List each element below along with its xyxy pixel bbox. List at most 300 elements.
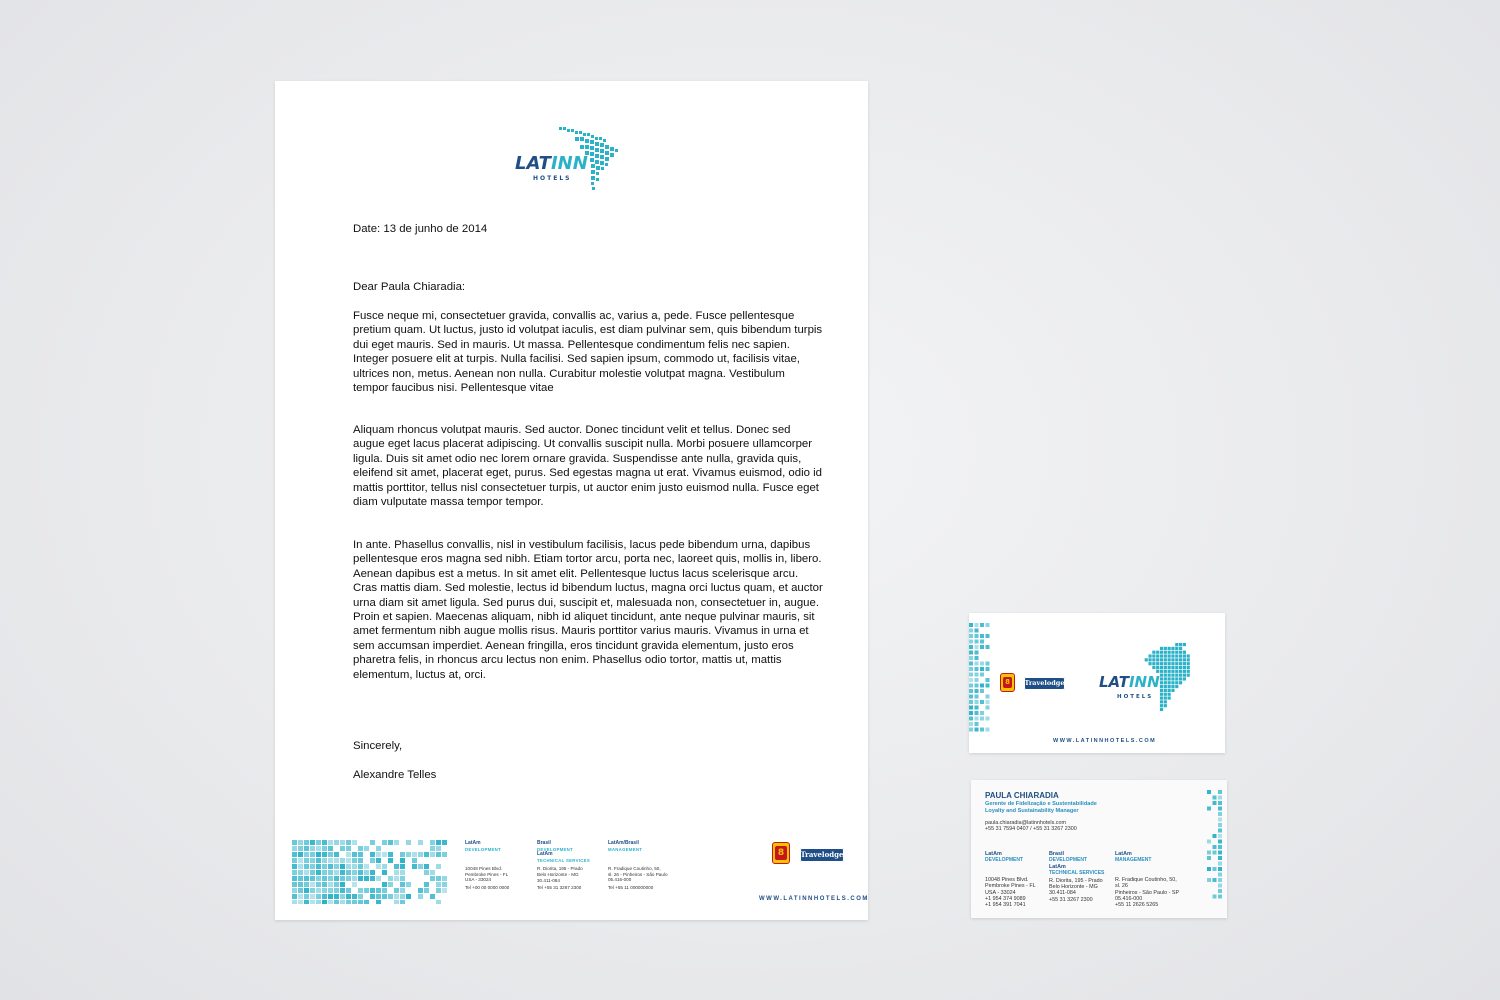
map-pixel bbox=[1179, 670, 1182, 673]
pixel-square bbox=[1207, 807, 1211, 811]
map-pixel bbox=[1171, 689, 1174, 692]
map-pixel bbox=[1179, 666, 1182, 669]
map-pixel bbox=[1160, 666, 1163, 669]
pixel-square bbox=[376, 852, 381, 857]
map-pixel bbox=[1160, 677, 1163, 680]
map-pixel bbox=[1164, 647, 1167, 650]
pixel-square bbox=[334, 864, 339, 869]
travelodge-logo: Travelodge bbox=[1024, 677, 1065, 690]
latinn-logo bbox=[515, 125, 625, 195]
map-pixel bbox=[1168, 666, 1171, 669]
pixel-square bbox=[322, 900, 327, 904]
pixel-square bbox=[418, 888, 423, 893]
pixel-square bbox=[310, 846, 315, 851]
pixel-square bbox=[328, 900, 333, 904]
pixel-square bbox=[975, 673, 979, 677]
pixel-square bbox=[1218, 796, 1222, 800]
pixel-square bbox=[1218, 856, 1222, 860]
travelodge-logo: Travelodge bbox=[800, 848, 844, 862]
pixel-square bbox=[328, 840, 333, 845]
pixel-square bbox=[975, 689, 979, 693]
pixel-square bbox=[370, 858, 375, 863]
pixel-square bbox=[376, 888, 381, 893]
map-pixel bbox=[1183, 666, 1186, 669]
pixel-square bbox=[436, 876, 441, 881]
pixel-square bbox=[1218, 873, 1222, 877]
pixel-square bbox=[340, 888, 345, 893]
brand-subtitle: HOTELS bbox=[533, 175, 572, 182]
letter-signer: Alexandre Telles bbox=[353, 769, 437, 781]
map-pixel bbox=[1156, 651, 1159, 654]
map-pixel bbox=[1179, 674, 1182, 677]
super8-logo: 8 bbox=[1000, 673, 1015, 692]
pixel-square bbox=[412, 852, 417, 857]
pixel-square bbox=[358, 894, 363, 899]
pixel-square bbox=[292, 864, 297, 869]
map-pixel bbox=[1171, 662, 1174, 665]
letter-paragraph-3: In ante. Phasellus convallis, nisl in vestibulum facilisis, lacus pede bibendum urna, dapibus pellentesque eros magna sed nibh. Etiam tortor arcu, porta nec, laoreet quis, mollis in, libero. Aenean dapibus est a metus. In sit amet elit. Pellentesque luctus lacus scelerisque arcu. Cras mattis diam. Sed molestie, lectus id bibendum luctus, magna orci luctus quam, et auctor urna diam sit amet ligula. Sed purus dui, suscipit et, malesuada non, consectetuer in, augue. Proin et sapien. Maecenas aliquam, nibh id aliquet tincidunt, ante neque pulvinar mauris, sit amet fermentum nibh augue mollis risus. Mauris porttitor varius mauris. Vivamus in urna et sem accumsan imperdiet. Aenean fringilla, eros tincidunt gravida elementum, justo eros pharetra felis, in rhoncus arcu lectus non enim. Phasellus odio tortor, mattis ut, mattis elementum, luctus at, orci. bbox=[353, 539, 823, 681]
pixel-square bbox=[400, 888, 405, 893]
pixel-square bbox=[969, 695, 973, 699]
pixel-square bbox=[969, 700, 973, 704]
map-pixel bbox=[1160, 708, 1163, 711]
pixel-square bbox=[334, 900, 339, 904]
pixel-square bbox=[322, 876, 327, 881]
pixel-square bbox=[980, 711, 984, 715]
pixel-square bbox=[436, 852, 441, 857]
business-card-front bbox=[969, 613, 1225, 753]
map-pixel bbox=[1187, 658, 1190, 661]
pixel-square bbox=[352, 894, 357, 899]
pixel-square bbox=[292, 840, 297, 845]
letter-date: Date: 13 de junho de 2014 bbox=[353, 223, 488, 235]
pixel-square bbox=[430, 894, 435, 899]
pixel-square bbox=[316, 894, 321, 899]
map-pixel bbox=[1183, 643, 1186, 646]
map-pixel bbox=[1168, 689, 1171, 692]
pixel-square bbox=[1213, 801, 1217, 805]
map-pixel bbox=[1175, 662, 1178, 665]
pixel-square bbox=[370, 888, 375, 893]
map-pixel bbox=[1168, 685, 1171, 688]
pixel-square bbox=[304, 852, 309, 857]
pixel-square bbox=[322, 864, 327, 869]
pixel-square bbox=[298, 846, 303, 851]
pixel-square bbox=[980, 662, 984, 666]
map-pixel bbox=[1160, 704, 1163, 707]
map-pixel bbox=[1168, 674, 1171, 677]
pixel-square bbox=[986, 667, 990, 671]
pixel-square bbox=[969, 640, 973, 644]
map-pixel bbox=[1175, 658, 1178, 661]
pixel-square bbox=[316, 900, 321, 904]
pixel-square bbox=[316, 858, 321, 863]
pixel-square bbox=[1218, 862, 1222, 866]
pixel-square bbox=[322, 882, 327, 887]
letter-closing: Sincerely, bbox=[353, 740, 403, 752]
map-pixel bbox=[1175, 651, 1178, 654]
brand-wordmark: LATINN bbox=[1099, 673, 1160, 691]
pixel-square bbox=[969, 728, 973, 732]
pixel-square bbox=[424, 864, 429, 869]
map-pixel bbox=[1164, 677, 1167, 680]
map-pixel bbox=[1183, 658, 1186, 661]
pixel-square bbox=[376, 876, 381, 881]
map-pixel bbox=[1179, 662, 1182, 665]
pixel-square bbox=[394, 888, 399, 893]
pixel-square bbox=[436, 864, 441, 869]
pixel-square bbox=[322, 852, 327, 857]
pixel-square bbox=[370, 894, 375, 899]
map-pixel bbox=[1156, 654, 1159, 657]
pixel-square bbox=[328, 864, 333, 869]
pixel-square bbox=[969, 651, 973, 655]
pixel-square bbox=[352, 870, 357, 875]
pixel-square bbox=[292, 900, 297, 904]
pixel-square bbox=[1218, 895, 1222, 899]
pixel-square bbox=[304, 870, 309, 875]
map-pixel bbox=[1171, 647, 1174, 650]
pixel-square bbox=[394, 876, 399, 881]
map-pixel bbox=[1175, 666, 1178, 669]
pixel-square bbox=[1213, 867, 1217, 871]
map-pixel bbox=[1152, 654, 1155, 657]
pixel-square bbox=[346, 900, 351, 904]
map-pixel bbox=[1164, 696, 1167, 699]
pixel-square bbox=[340, 846, 345, 851]
footer-office-management: LatAm/Brasil MANAGEMENT R. Fradique Coutinho, 50, sl. 26 - Pinheiros - São Paulo 05.416-000 Tel +55 11 000000000 bbox=[608, 840, 668, 890]
pixel-square bbox=[980, 673, 984, 677]
pixel-square bbox=[1213, 834, 1217, 838]
pixel-square bbox=[370, 852, 375, 857]
pixel-square bbox=[424, 882, 429, 887]
pixel-square bbox=[1213, 895, 1217, 899]
pixel-square bbox=[340, 840, 345, 845]
map-pixel bbox=[1160, 696, 1163, 699]
pixel-square bbox=[394, 840, 399, 845]
pixel-square bbox=[316, 852, 321, 857]
map-pixel bbox=[1179, 651, 1182, 654]
pixel-square bbox=[1207, 856, 1211, 860]
map-pixel bbox=[1168, 662, 1171, 665]
map-pixel bbox=[1175, 670, 1178, 673]
pixel-square bbox=[352, 864, 357, 869]
pixel-square bbox=[298, 888, 303, 893]
pixel-square bbox=[328, 858, 333, 863]
pixel-square bbox=[376, 858, 381, 863]
pixel-square bbox=[1218, 889, 1222, 893]
pixel-square bbox=[430, 846, 435, 851]
pixel-square bbox=[1218, 790, 1222, 794]
pixel-square bbox=[406, 840, 411, 845]
pixel-square bbox=[358, 852, 363, 857]
pixel-square bbox=[310, 852, 315, 857]
card-office-brasil: Brasil DEVELOPMENT LatAm TECHNICAL SERVICES R. Diorita, 195 - Prado Belo Horizonte - MG 30.411-084 +55 31 3267 2300 bbox=[1049, 851, 1105, 903]
footer-office-latam: LatAm DEVELOPMENT 10048 Pines Blvd. Pembroke Pines - FL USA - 33024 Tel +00 00 0000 0000 bbox=[465, 840, 510, 890]
map-pixel bbox=[1175, 685, 1178, 688]
map-pixel bbox=[1171, 674, 1174, 677]
map-pixel bbox=[1164, 651, 1167, 654]
footer-office-brasil: Brasil DEVELOPMENT LatAm TECHNICAL SERVICES R. Diorita, 195 - Prado Belo Horizonte - MG 30.411-084 Tel +55 31 3267 2300 bbox=[537, 840, 590, 891]
pixel-square bbox=[298, 900, 303, 904]
pixel-square bbox=[358, 864, 363, 869]
map-pixel bbox=[1168, 654, 1171, 657]
pixel-square bbox=[975, 717, 979, 721]
pixel-square bbox=[340, 894, 345, 899]
map-pixel bbox=[1171, 651, 1174, 654]
pixel-square bbox=[969, 717, 973, 721]
pixel-square bbox=[322, 870, 327, 875]
pixel-square bbox=[980, 689, 984, 693]
pixel-square bbox=[334, 840, 339, 845]
pixel-square bbox=[352, 840, 357, 845]
pixel-square bbox=[328, 846, 333, 851]
card-person-title: Gerente de Fidelização e Sustentabilidade Loyalty and Sustainability Manager bbox=[985, 801, 1097, 814]
pixel-square bbox=[394, 894, 399, 899]
letter-paragraph-2: Aliquam rhoncus volutpat mauris. Sed auctor. Donec tincidunt velit et tellus. Donec sed augue eget lacus placerat adipiscing. Ut convallis suscipit nulla. Morbi posuere ullamcorper ligula. Duis sit amet odio nec lorem ornare gravida. Suspendisse ante nulla, gravida quis, eleifend sit amet, placerat eget, purus. Sed egestas magna ut erat. Vivamus euismod, odio id mattis porttitor, tellus nisl consectetuer turpis, ut auctor enim justo euismod nulla. Fusce eget diam vulputate massa tempor tempor. bbox=[353, 424, 822, 509]
map-pixel bbox=[1175, 677, 1178, 680]
map-pixel bbox=[1171, 685, 1174, 688]
pixel-square bbox=[340, 864, 345, 869]
pixel-square bbox=[436, 846, 441, 851]
map-pixel bbox=[1164, 685, 1167, 688]
pixel-square bbox=[430, 852, 435, 857]
map-pixel bbox=[1168, 658, 1171, 661]
pixel-square bbox=[1207, 867, 1211, 871]
pixel-square bbox=[340, 858, 345, 863]
pixel-square bbox=[376, 894, 381, 899]
pixel-square bbox=[980, 700, 984, 704]
pixel-square bbox=[310, 858, 315, 863]
pixel-square bbox=[975, 722, 979, 726]
pixel-square bbox=[316, 840, 321, 845]
pixel-square bbox=[352, 900, 357, 904]
map-pixel bbox=[1175, 643, 1178, 646]
map-pixel bbox=[1171, 677, 1174, 680]
map-pixel bbox=[1171, 681, 1174, 684]
map-pixel bbox=[1164, 681, 1167, 684]
pixel-square bbox=[364, 846, 369, 851]
pixel-square bbox=[376, 846, 381, 851]
pixel-square bbox=[975, 700, 979, 704]
map-pixel bbox=[1168, 696, 1171, 699]
pixel-square bbox=[442, 840, 447, 845]
map-pixel bbox=[1183, 651, 1186, 654]
pixel-square bbox=[334, 882, 339, 887]
pixel-square bbox=[969, 711, 973, 715]
pixel-square bbox=[298, 882, 303, 887]
pixel-square bbox=[334, 852, 339, 857]
map-pixel bbox=[1168, 670, 1171, 673]
pixel-square bbox=[310, 864, 315, 869]
map-pixel bbox=[1187, 654, 1190, 657]
pixel-square bbox=[310, 888, 315, 893]
letter-paragraph-1: Fusce neque mi, consectetuer gravida, convallis ac, varius a, pede. Fusce pellentesque pretium quam. Ut luctus, justo id volutpat iaculis, est diam pulvinar sem, quis bibendum turpis dui eget mauris. Sed in mauris. Ut massa. Pellentesque condimentum felis nec sapien. Integer posuere elit at turpis. Nulla facilisi. Sed sapien ipsum, commodo ut, facilisis vitae, ultrices non, metus. Aenean non nulla. Curabitur molestie volutpat magna. Vestibulum tempor faucibus nisi. Pellentesque vitae bbox=[353, 310, 823, 395]
pixel-square bbox=[424, 888, 429, 893]
pixel-square bbox=[986, 684, 990, 688]
pixel-square bbox=[1218, 829, 1222, 833]
map-pixel bbox=[1187, 662, 1190, 665]
pixel-square bbox=[388, 894, 393, 899]
pixel-square bbox=[980, 623, 984, 627]
map-pixel bbox=[1156, 662, 1159, 665]
map-pixel bbox=[1160, 654, 1163, 657]
map-pixel bbox=[1164, 654, 1167, 657]
pixel-square bbox=[346, 870, 351, 875]
pixel-square bbox=[418, 864, 423, 869]
footer-website: WWW.LATINNHOTELS.COM bbox=[759, 896, 869, 902]
pixel-square bbox=[969, 667, 973, 671]
pixel-square bbox=[1213, 851, 1217, 855]
map-pixel bbox=[1187, 674, 1190, 677]
pixel-square bbox=[1218, 878, 1222, 882]
map-pixel bbox=[1148, 658, 1151, 661]
pixel-square bbox=[316, 876, 321, 881]
pixel-square bbox=[358, 876, 363, 881]
pixel-square bbox=[969, 656, 973, 660]
pixel-square bbox=[980, 717, 984, 721]
pixel-square bbox=[376, 864, 381, 869]
pixel-square bbox=[382, 882, 387, 887]
pixel-square bbox=[340, 876, 345, 881]
pixel-square bbox=[412, 864, 417, 869]
pixel-square bbox=[394, 900, 399, 904]
pixel-square bbox=[352, 876, 357, 881]
map-pixel bbox=[1160, 693, 1163, 696]
pixel-square bbox=[969, 629, 973, 633]
pixel-square bbox=[975, 728, 979, 732]
pixel-square bbox=[969, 673, 973, 677]
pixel-square bbox=[442, 852, 447, 857]
pixel-square bbox=[975, 656, 979, 660]
pixel-square bbox=[304, 858, 309, 863]
map-pixel bbox=[1179, 658, 1182, 661]
pixel-square bbox=[298, 858, 303, 863]
map-pixel bbox=[1160, 647, 1163, 650]
map-pixel bbox=[1179, 654, 1182, 657]
map-pixel bbox=[1152, 662, 1155, 665]
pixel-square bbox=[1218, 851, 1222, 855]
pixel-square bbox=[430, 870, 435, 875]
map-pixel bbox=[1160, 674, 1163, 677]
map-pixel bbox=[1152, 666, 1155, 669]
pixel-square bbox=[424, 870, 429, 875]
pixel-square bbox=[298, 864, 303, 869]
pixel-square bbox=[364, 900, 369, 904]
pixel-square bbox=[388, 882, 393, 887]
map-pixel bbox=[1152, 658, 1155, 661]
pixel-square bbox=[310, 894, 315, 899]
pixel-square bbox=[412, 858, 417, 863]
pixel-square bbox=[1218, 807, 1222, 811]
pixel-square bbox=[382, 852, 387, 857]
pixel-square bbox=[975, 651, 979, 655]
pixel-square bbox=[986, 623, 990, 627]
pixel-square bbox=[304, 894, 309, 899]
pixel-square bbox=[310, 900, 315, 904]
pixel-square bbox=[986, 634, 990, 638]
pixel-square bbox=[346, 858, 351, 863]
map-pixel bbox=[1164, 704, 1167, 707]
pixel-square bbox=[980, 640, 984, 644]
pixel-square bbox=[382, 888, 387, 893]
pixel-square bbox=[400, 870, 405, 875]
pixel-square bbox=[292, 876, 297, 881]
pixel-square bbox=[304, 846, 309, 851]
pixel-square bbox=[382, 840, 387, 845]
pixel-square bbox=[376, 900, 381, 904]
pixel-square bbox=[1218, 845, 1222, 849]
pixel-square bbox=[436, 888, 441, 893]
pixel-square bbox=[382, 894, 387, 899]
brand-wordmark: LATINN bbox=[515, 153, 588, 174]
map-pixel bbox=[1152, 651, 1155, 654]
card-pixel-pattern bbox=[1207, 790, 1225, 910]
pixel-square bbox=[304, 864, 309, 869]
pixel-square bbox=[322, 858, 327, 863]
pixel-square bbox=[975, 711, 979, 715]
pixel-square bbox=[322, 888, 327, 893]
map-pixel bbox=[1179, 677, 1182, 680]
pixel-square bbox=[298, 840, 303, 845]
pixel-square bbox=[975, 662, 979, 666]
pixel-square bbox=[1218, 823, 1222, 827]
pixel-square bbox=[1218, 834, 1222, 838]
map-pixel bbox=[1168, 681, 1171, 684]
pixel-square bbox=[975, 629, 979, 633]
pixel-square bbox=[328, 882, 333, 887]
map-pixel bbox=[1183, 670, 1186, 673]
pixel-square bbox=[442, 876, 447, 881]
map-pixel bbox=[1187, 666, 1190, 669]
pixel-square bbox=[980, 728, 984, 732]
map-pixel bbox=[1164, 658, 1167, 661]
map-pixel bbox=[1175, 647, 1178, 650]
pixel-square bbox=[400, 900, 405, 904]
pixel-square bbox=[298, 894, 303, 899]
map-pixel bbox=[1160, 689, 1163, 692]
map-pixel bbox=[1168, 677, 1171, 680]
pixel-square bbox=[1207, 878, 1211, 882]
pixel-square bbox=[346, 894, 351, 899]
pixel-square bbox=[442, 882, 447, 887]
map-pixel bbox=[1160, 681, 1163, 684]
business-card-back bbox=[971, 780, 1227, 918]
pixel-square bbox=[1218, 867, 1222, 871]
pixel-square bbox=[334, 888, 339, 893]
map-pixel bbox=[1171, 658, 1174, 661]
pixel-square bbox=[969, 634, 973, 638]
pixel-square bbox=[370, 840, 375, 845]
pixel-square bbox=[364, 876, 369, 881]
map-pixel bbox=[1168, 693, 1171, 696]
pixel-square bbox=[980, 667, 984, 671]
pixel-square bbox=[969, 684, 973, 688]
pixel-square bbox=[316, 846, 321, 851]
map-pixel bbox=[1160, 670, 1163, 673]
pixel-square bbox=[986, 700, 990, 704]
pixel-square bbox=[1218, 884, 1222, 888]
card-office-management: LatAm MANAGEMENT R. Fradique Coutinho, 50, sl. 26 Pinheiros - São Paulo - SP 05.416-000 +55 11 2626 5265 bbox=[1115, 851, 1180, 909]
pixel-square bbox=[334, 894, 339, 899]
pixel-square bbox=[986, 706, 990, 710]
pixel-square bbox=[969, 645, 973, 649]
pixel-square bbox=[436, 900, 441, 904]
pixel-square bbox=[346, 888, 351, 893]
pixel-square bbox=[292, 894, 297, 899]
pixel-square bbox=[986, 678, 990, 682]
pixel-square bbox=[442, 888, 447, 893]
